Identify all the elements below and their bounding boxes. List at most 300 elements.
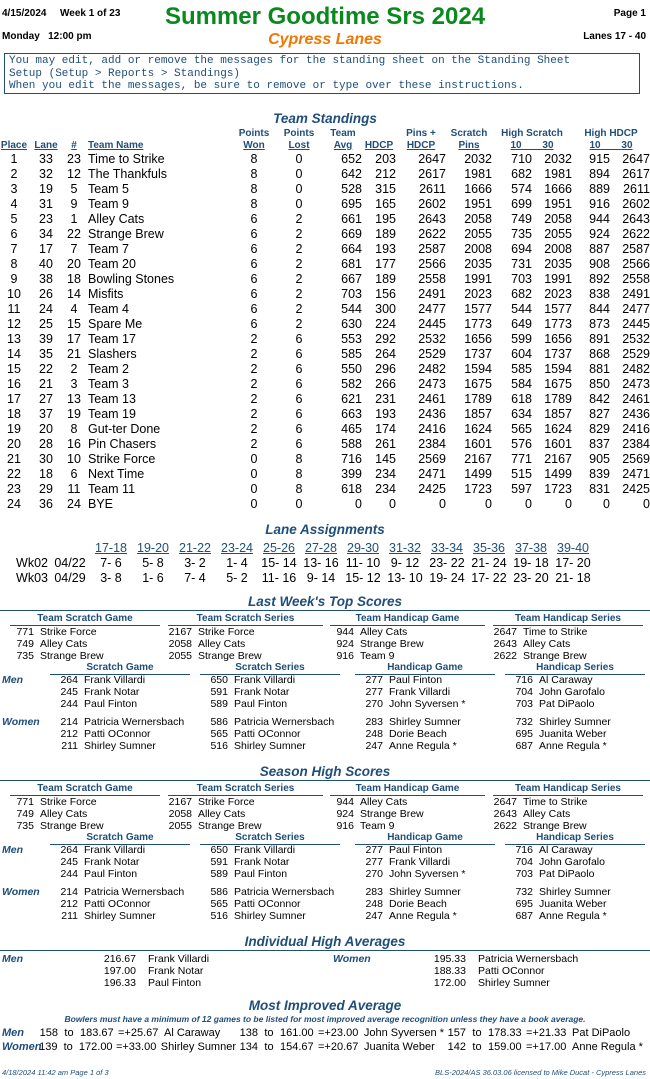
table-cell: 3 [70, 377, 78, 391]
lane-week-row [14, 571, 594, 586]
score-row [168, 808, 323, 820]
score-value: 591 [210, 856, 228, 868]
table-cell: 2473 [418, 377, 446, 391]
table-cell: 6 [250, 242, 258, 256]
table-cell: Slashers [88, 347, 137, 361]
bowler-name: Patti OConnor [234, 728, 301, 740]
table-cell: 2416 [418, 422, 446, 436]
table-cell: 193 [375, 407, 396, 421]
table-row [0, 242, 650, 257]
men-improved-row [36, 1027, 644, 1039]
table-cell: 0 [250, 482, 258, 496]
score-row [168, 638, 323, 650]
week-label: Wk03 [16, 571, 48, 585]
table-cell: 2 [295, 227, 303, 241]
table-cell: 881 [589, 362, 610, 376]
table-cell: 2622 [418, 227, 446, 241]
men-scratch-game-list [50, 674, 200, 710]
subgroup-title: Handicap Game [355, 662, 495, 675]
table-cell: 8 [295, 482, 303, 496]
score-row [50, 674, 200, 686]
table-cell: 0 [250, 452, 258, 466]
men-scratch-game-list [50, 844, 200, 880]
improved-to-word: to [264, 1041, 274, 1053]
score-value: 244 [60, 868, 78, 880]
table-cell: 20 [67, 257, 81, 271]
lane-pair-header: 17-18 [95, 541, 127, 555]
score-value: 247 [365, 910, 383, 922]
men-handicap-series-list [505, 674, 650, 710]
average-row [430, 977, 640, 989]
subgroup-title: Handicap Series [505, 662, 645, 675]
table-cell: 2473 [622, 377, 650, 391]
score-value: 244 [60, 698, 78, 710]
table-cell: 681 [341, 257, 362, 271]
table-cell: 11 [67, 482, 81, 496]
table-cell: 8 [10, 257, 18, 271]
team-name: Strange Brew [360, 638, 424, 650]
score-row [355, 868, 505, 880]
col-team-name: Team Name [88, 140, 144, 151]
table-cell: 565 [511, 422, 532, 436]
table-cell: 2167 [464, 452, 492, 466]
table-cell: 749 [511, 212, 532, 226]
table-cell: 2023 [544, 287, 572, 301]
score-row [200, 844, 350, 856]
bowler-name: Shirley Sumner [539, 716, 611, 728]
table-cell: 15 [67, 317, 81, 331]
table-cell: 0 [295, 197, 303, 211]
table-cell: 0 [355, 497, 362, 511]
table-cell: Team 9 [88, 197, 129, 211]
table-cell: 1594 [464, 362, 492, 376]
table-cell: 2491 [418, 287, 446, 301]
table-cell: 1577 [464, 302, 492, 316]
table-cell: 2617 [418, 167, 446, 181]
table-cell: 838 [589, 287, 610, 301]
table-cell: 731 [511, 257, 532, 271]
table-cell: 17 [7, 392, 21, 406]
score-row [493, 796, 643, 808]
table-cell: 37 [39, 407, 53, 421]
score-row [10, 626, 160, 638]
score-value: 283 [365, 716, 383, 728]
bowler-name: Frank Villardi [234, 844, 296, 856]
table-cell: 145 [375, 452, 396, 466]
score-row [200, 740, 350, 752]
table-cell: 1 [10, 152, 18, 166]
bowler-name: Anne Regula * [389, 740, 457, 752]
table-cell: 16 [7, 377, 21, 391]
subgroup-title: Scratch Game [50, 662, 190, 675]
lane-pair-header: 27-28 [305, 541, 337, 555]
table-cell: 296 [375, 362, 396, 376]
table-row [0, 152, 650, 167]
table-cell: 1951 [464, 197, 492, 211]
score-value: 749 [16, 638, 34, 650]
score-value: 703 [515, 698, 533, 710]
table-cell: 597 [511, 482, 532, 496]
table-cell: 8 [295, 452, 303, 466]
table-cell: 36 [39, 497, 53, 511]
table-cell: 544 [511, 302, 532, 316]
table-cell: 2 [250, 362, 258, 376]
table-cell: 11 [7, 302, 21, 316]
score-row [50, 740, 200, 752]
instruction-line: Setup (Setup > Reports > Standings) [9, 67, 241, 80]
average-row [100, 953, 300, 965]
score-value: 2622 [493, 820, 517, 832]
average-value: 188.33 [433, 965, 466, 977]
divider [0, 780, 650, 781]
improved-to-word: to [472, 1027, 482, 1039]
col-points-won: Points Won [238, 128, 270, 151]
lane-pair-value: 23- 20 [513, 571, 549, 585]
score-row [355, 886, 505, 898]
table-cell: 212 [375, 167, 396, 181]
table-cell: 0 [295, 167, 303, 181]
lane-pair-header: 25-26 [263, 541, 295, 555]
men-averages-list [100, 953, 300, 989]
table-cell: 14 [67, 287, 81, 301]
table-cell: 6 [295, 362, 303, 376]
table-cell: 2035 [464, 257, 492, 271]
table-cell: Team 11 [88, 482, 136, 496]
score-row [200, 698, 350, 710]
score-row [200, 868, 350, 880]
men-scratch-series-list [200, 674, 350, 710]
score-row [50, 886, 200, 898]
table-cell: 649 [511, 317, 532, 331]
bowler-name: Shirley Sumner [84, 740, 156, 752]
improved-gain: =+21.33 [526, 1027, 567, 1039]
bowler-name: Frank Villardi [84, 674, 146, 686]
team-name: Strike Force [198, 626, 255, 638]
score-value: 245 [60, 686, 78, 698]
men-handicap-game-list [355, 674, 505, 710]
most-improved-note: Bowlers must have a minimum of 12 games to be listed for most improved average recognition unless they have a book average. [64, 1014, 586, 1024]
table-cell: Team 3 [88, 377, 129, 391]
score-value: 277 [365, 686, 383, 698]
table-cell: 17 [39, 242, 53, 256]
men-label: Men [2, 674, 23, 686]
bowler-name: Frank Notar [234, 686, 290, 698]
standings-header-row [0, 128, 650, 152]
table-cell: 2566 [418, 257, 446, 271]
table-cell: 1624 [464, 422, 492, 436]
instructions-box [4, 53, 640, 94]
table-row [0, 257, 650, 272]
bowler-name: Patti OConnor [84, 898, 151, 910]
score-row [505, 698, 650, 710]
table-cell: 716 [341, 452, 362, 466]
score-value: 2167 [168, 626, 192, 638]
table-cell: 2529 [418, 347, 446, 361]
improved-name: Pat DiPaolo [572, 1027, 631, 1039]
table-cell: 2032 [464, 152, 492, 166]
improved-to: 159.00 [488, 1041, 522, 1053]
improved-entry [444, 1027, 644, 1039]
score-row [50, 910, 200, 922]
score-value: 212 [60, 728, 78, 740]
table-cell: 9 [70, 197, 78, 211]
table-cell: Team 4 [88, 302, 129, 316]
table-cell: 39 [39, 332, 53, 346]
table-cell: 189 [375, 272, 396, 286]
score-row [505, 686, 650, 698]
table-cell: 618 [511, 392, 532, 406]
score-value: 732 [515, 716, 533, 728]
bowler-name: Frank Villardi [234, 674, 296, 686]
table-cell: 9 [10, 272, 18, 286]
table-cell: 599 [511, 332, 532, 346]
table-cell: 2167 [544, 452, 572, 466]
score-value: 2643 [493, 638, 517, 650]
women-handicap-series-list [505, 716, 650, 752]
bowler-name: Frank Notar [84, 686, 140, 698]
table-cell: 694 [511, 242, 532, 256]
table-cell: 16 [67, 437, 81, 451]
table-row [0, 167, 650, 182]
lane-pair-header: 19-20 [137, 541, 169, 555]
table-cell: 630 [341, 317, 362, 331]
table-cell: 0 [565, 497, 572, 511]
lane-pair-value: 13- 10 [387, 571, 423, 585]
table-cell: 1951 [544, 197, 572, 211]
table-row [0, 332, 650, 347]
table-cell: 0 [603, 497, 610, 511]
table-cell: 1789 [544, 392, 572, 406]
table-cell: 12 [67, 167, 81, 181]
table-cell: 8 [295, 467, 303, 481]
table-cell: 574 [511, 182, 532, 196]
bowler-name: Paul Finton [148, 977, 202, 989]
score-row [330, 808, 485, 820]
table-row [0, 497, 650, 512]
improved-entry [36, 1041, 236, 1053]
table-cell: 891 [589, 332, 610, 346]
lane-pair-value: 17- 20 [555, 556, 591, 570]
lane-pair-value: 21- 24 [471, 556, 507, 570]
women-handicap-game-list [355, 716, 505, 752]
table-cell: Time to Strike [88, 152, 165, 166]
table-cell: 224 [375, 317, 396, 331]
average-row [430, 965, 640, 977]
table-cell: 528 [341, 182, 362, 196]
lane-pair-value: 13- 16 [303, 556, 339, 570]
score-value: 2055 [168, 820, 192, 832]
men-handicap-series-list [505, 844, 650, 880]
table-cell: 515 [511, 467, 532, 481]
score-value: 2622 [493, 650, 517, 662]
team-scratch-game-group [10, 613, 160, 662]
women-label: Women [2, 716, 40, 728]
lane-pair-value: 21- 18 [555, 571, 591, 585]
divider [0, 950, 650, 951]
table-cell: 1594 [544, 362, 572, 376]
col-place: Place [0, 140, 28, 151]
table-cell: 24 [7, 497, 21, 511]
table-cell: 19 [39, 182, 53, 196]
bowler-name: Frank Villardi [84, 844, 146, 856]
table-cell: The Thankfuls [88, 167, 167, 181]
score-row [355, 910, 505, 922]
bowler-name: Shirley Sumner [539, 886, 611, 898]
score-value: 264 [60, 844, 78, 856]
lane-pair-value: 9- 12 [390, 556, 420, 570]
improved-from: 134 [239, 1041, 258, 1053]
score-value: 704 [515, 686, 533, 698]
table-cell: 2 [295, 257, 303, 271]
table-cell: 2008 [544, 242, 572, 256]
table-cell: 34 [39, 227, 53, 241]
bowler-name: Patricia Wernersbach [234, 716, 335, 728]
table-cell: 1577 [544, 302, 572, 316]
improved-to-word: to [264, 1027, 274, 1039]
table-cell: 2023 [464, 287, 492, 301]
table-cell: 6 [250, 257, 258, 271]
table-cell: 6 [250, 302, 258, 316]
women-handicap-series-list [505, 886, 650, 922]
table-cell: 544 [341, 302, 362, 316]
table-cell: 634 [511, 407, 532, 421]
table-cell: 2 [295, 212, 303, 226]
improved-from: 139 [39, 1041, 58, 1053]
bowler-name: Shirley Sumner [389, 716, 461, 728]
team-name: Alley Cats [523, 808, 571, 820]
table-cell: 585 [341, 347, 362, 361]
men-scratch-series-list [200, 844, 350, 880]
score-row [50, 686, 200, 698]
score-value: 704 [515, 856, 533, 868]
improved-to-word: to [472, 1041, 482, 1053]
team-name: Strange Brew [198, 820, 262, 832]
table-cell: 189 [375, 227, 396, 241]
table-cell: 28 [39, 437, 53, 451]
improved-to-word: to [63, 1041, 73, 1053]
table-cell: 40 [39, 257, 53, 271]
table-row [0, 482, 650, 497]
col-team-avg: Team Avg [330, 128, 356, 151]
score-row [50, 844, 200, 856]
score-row [10, 808, 160, 820]
table-cell: 31 [39, 197, 53, 211]
score-value: 2058 [168, 808, 192, 820]
table-cell: 264 [375, 347, 396, 361]
bowler-name: Patricia Wernersbach [84, 886, 185, 898]
improved-name: Shirley Sumner [160, 1041, 236, 1053]
score-row [330, 626, 485, 638]
team-name: Time to Strike [523, 626, 588, 638]
score-row [10, 820, 160, 832]
score-row [200, 716, 350, 728]
table-cell: 14 [7, 347, 21, 361]
table-cell: 465 [341, 422, 362, 436]
subgroup-title: Scratch Series [200, 662, 340, 675]
bowler-name: Al Caraway [539, 844, 593, 856]
women-averages-list [430, 953, 640, 989]
table-cell: 905 [589, 452, 610, 466]
team-handicap-series-group [493, 613, 643, 662]
average-value: 197.00 [103, 965, 136, 977]
improved-to: 178.33 [488, 1027, 522, 1039]
footer-license: BLS-2024/AS 36.03.06 licensed to Mike Ducat - Cypress Lanes [435, 1068, 646, 1077]
table-cell: 15 [7, 362, 21, 376]
table-cell: 6 [250, 227, 258, 241]
score-value: 924 [336, 638, 354, 650]
team-name: Alley Cats [198, 808, 246, 820]
table-cell: 892 [589, 272, 610, 286]
score-value: 589 [210, 868, 228, 880]
table-cell: 7 [70, 242, 78, 256]
improved-name: Juanita Weber [364, 1041, 435, 1053]
team-name: Strange Brew [40, 650, 104, 662]
table-cell: 10 [67, 452, 81, 466]
improved-gain: =+25.67 [118, 1027, 159, 1039]
improved-name: Anne Regula * [572, 1041, 643, 1053]
lane-header-row [14, 541, 594, 556]
table-row [0, 422, 650, 437]
table-cell: 35 [39, 347, 53, 361]
women-scratch-series-list [200, 716, 350, 752]
center-name: Cypress Lanes [268, 31, 382, 48]
score-row [10, 638, 160, 650]
team-name: Alley Cats [40, 638, 88, 650]
table-cell: 1656 [464, 332, 492, 346]
team-name: Strange Brew [360, 808, 424, 820]
score-value: 245 [60, 856, 78, 868]
table-cell: 10 [7, 287, 21, 301]
table-cell: 6 [295, 407, 303, 421]
score-row [168, 626, 323, 638]
table-cell: 2032 [544, 152, 572, 166]
improved-to: 161.00 [279, 1027, 314, 1039]
score-value: 248 [365, 898, 383, 910]
score-value: 283 [365, 886, 383, 898]
lane-pair-header: 29-30 [347, 541, 379, 555]
average-row [100, 977, 300, 989]
table-row [0, 362, 650, 377]
score-value: 650 [210, 674, 228, 686]
table-cell: 266 [375, 377, 396, 391]
women-label: Women [2, 1041, 42, 1053]
table-cell: Team 7 [88, 242, 129, 256]
page-number: Page 1 [613, 8, 646, 19]
table-cell: 6 [295, 332, 303, 346]
table-cell: 2611 [623, 182, 650, 196]
improved-name: Al Caraway [164, 1027, 221, 1039]
table-cell: 2 [250, 392, 258, 406]
table-cell: 5 [70, 182, 78, 196]
improved-gain: =+33.00 [115, 1041, 157, 1053]
bowler-name: Dorie Beach [389, 728, 447, 740]
subgroup-title: Handicap Game [355, 832, 495, 845]
men-label: Men [2, 1027, 24, 1039]
table-cell: 4 [70, 302, 78, 316]
lane-pair-value: 5- 8 [142, 556, 164, 570]
col-high-hdcp: High HDCP 10 30 [584, 128, 638, 151]
bowler-name: Frank Notar [84, 856, 140, 868]
team-name: Strange Brew [40, 820, 104, 832]
table-row [0, 392, 650, 407]
score-value: 944 [336, 796, 354, 808]
table-cell: 6 [295, 347, 303, 361]
average-value: 196.33 [103, 977, 136, 989]
improved-entry [444, 1041, 644, 1053]
score-row [200, 886, 350, 898]
table-cell: 1773 [464, 317, 492, 331]
table-cell: 839 [589, 467, 610, 481]
